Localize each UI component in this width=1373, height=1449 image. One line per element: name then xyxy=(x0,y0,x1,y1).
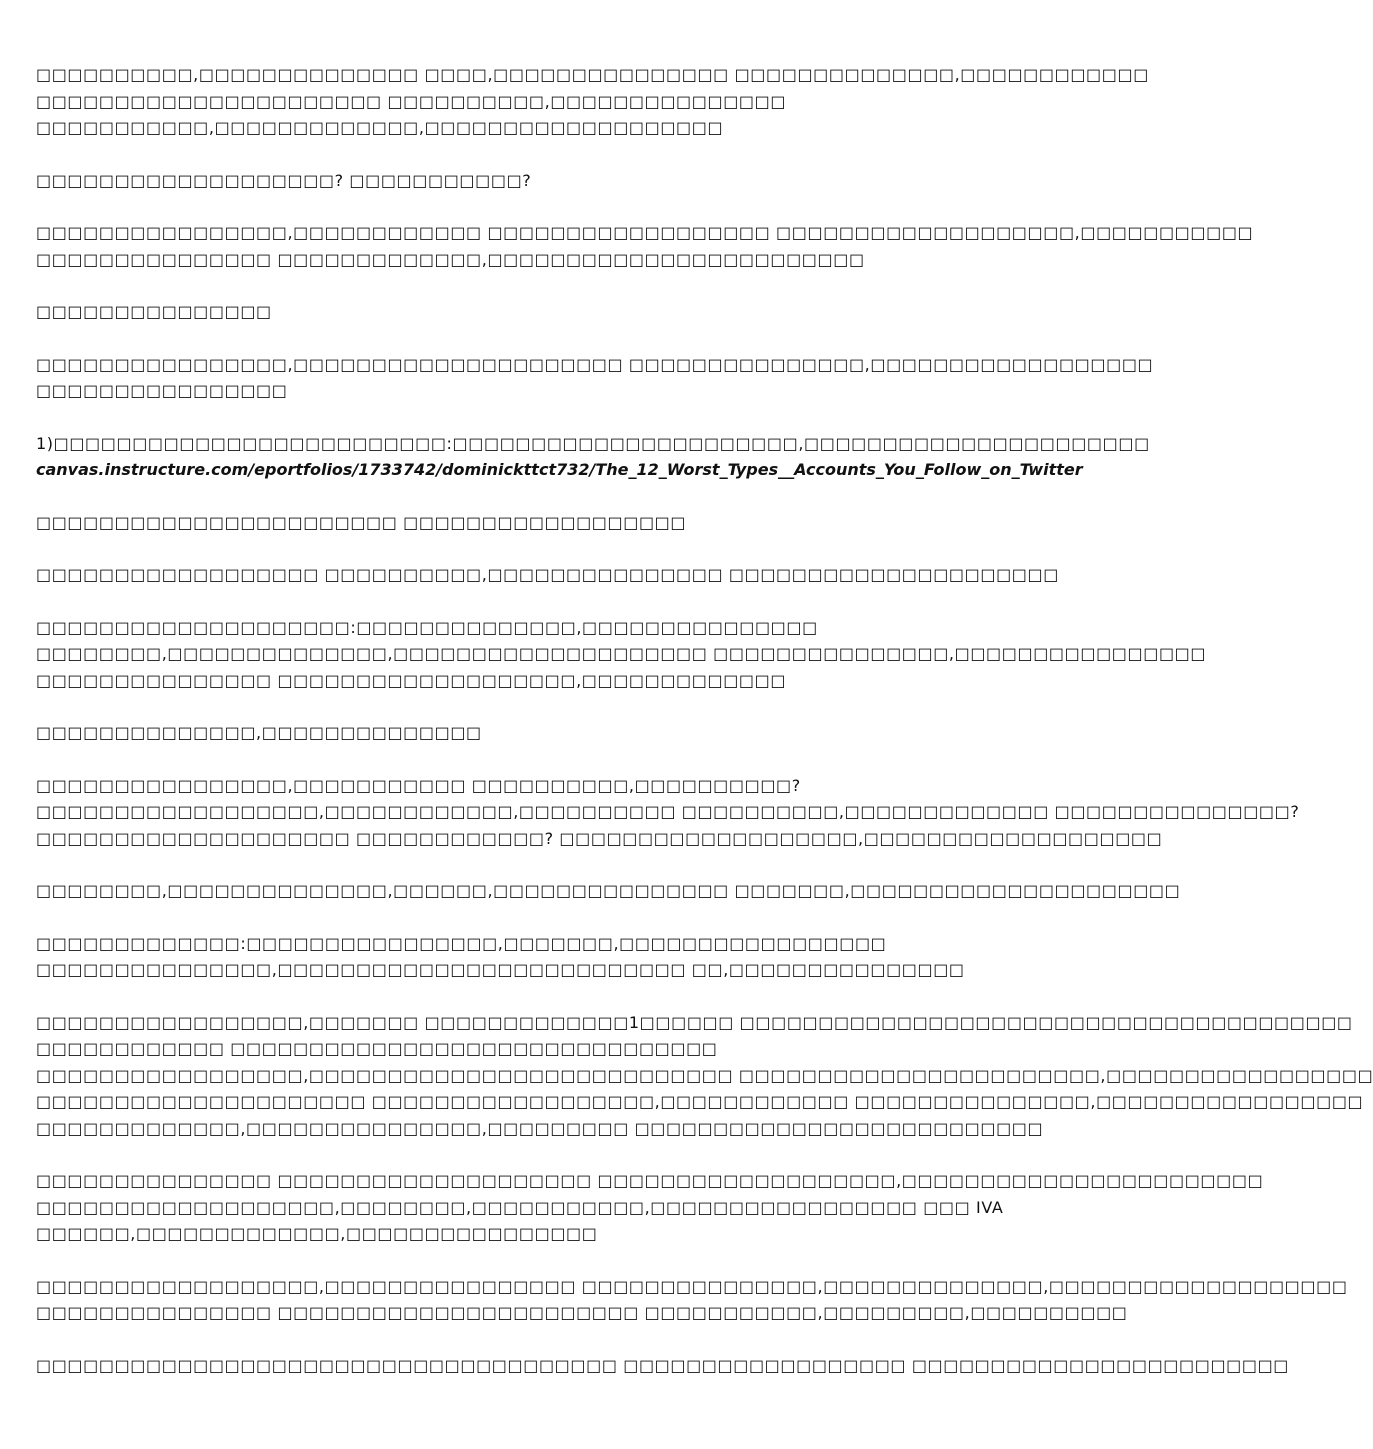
paragraph-line: □□□□□□□□□□,□□□□□□□□□□□□□□ □□□□,□□□□□□□□□□□□□□□ □□□□□□□□□□□□□□,□□□□□□□□□□□□ xyxy=(36,65,1149,84)
paragraph-line: □□□□□□□□□□□□□□□□□□□,□□□□□□□□,□□□□□□□□□□□,□□□□□□□□□□□□□□□□□ □□□ IVA xyxy=(36,1197,1004,1217)
paragraph-line: □□□□□□□□□□□□□,□□□□□□□□□□□□□□□,□□□□□□□□□ □□□□□□□□□□□□□□□□□□□□□□□□□□ xyxy=(36,1118,1044,1138)
paragraph-line: □□□□□□□□,□□□□□□□□□□□□□□,□□□□□□,□□□□□□□□□□□□□□□ □□□□□□□,□□□□□□□□□□□□□□□□□□□□□ xyxy=(36,881,1181,900)
paragraph-line: □□□□□□□□□□□□□□□□□□□□□□ □□□□□□□□□□,□□□□□□□□□□□□□□□ xyxy=(36,91,787,111)
paragraph-17 xyxy=(36,1353,1290,1380)
paragraph-line: □□□□□□□□□□□□□□□□□□□□□□□ □□□□□□□□□□□□□□□□□□ xyxy=(36,512,687,532)
paragraph-line: □□□□□□□□□□□□□□□□,□□□□□□□□□□□ □□□□□□□□□□,□□□□□□□□□□? xyxy=(36,775,801,795)
document-page xyxy=(36,62,1373,1405)
portfolio-link[interactable]: canvas.instructure.com/eportfolios/1733742/dominickttct732/The_12_Worst_Types__Accounts_You_Follow_on_Twitter xyxy=(36,460,1083,479)
paragraph-line: □□□□□□□□□□□□□□□,□□□□□□□□□□□□□□□□□□□□□□□□□□ □□,□□□□□□□□□□□□□□□ xyxy=(36,960,965,979)
paragraph-line: □□□□□□□□□□□□□□,□□□□□□□□□□□□□□ xyxy=(36,723,482,742)
paragraph-15 xyxy=(36,1168,1264,1248)
paragraph-line: □□□□□□□□□□□□□□□□□□□□□□□□□□□□□□□□□□□□□ □□□□□□□□□□□□□□□□□□ □□□□□□□□□□□□□□□□□□□□□□□□ xyxy=(36,1355,1290,1375)
paragraph-line: □□□□□□□□□□□□□□□ xyxy=(36,302,272,321)
paragraph-16 xyxy=(36,1274,1348,1327)
paragraph-line: □□□□□□□□□□□□□□□□□□□□:□□□□□□□□□□□□□□,□□□□□□□□□□□□□□□ xyxy=(36,617,818,637)
paragraph-13 xyxy=(36,931,988,984)
paragraph-line: □□□□□□□□□□□□□□□□□□,□□□□□□□□□□□□,□□□□□□□□□□ □□□□□□□□□□,□□□□□□□□□□□□□ □□□□□□□□□□□□□□□? xyxy=(36,802,1300,821)
paragraph-line: □□□□□□□□□□□□□□□□,□□□□□□□□□□□□□□□□□□□□□ □□□□□□□□□□□□□□□,□□□□□□□□□□□□□□□□□□ xyxy=(36,354,1154,374)
paragraph-line: □□□□□□□□□□□□□□□ □□□□□□□□□□□□□□□□□□□□ □□□□□□□□□□□□□□□□□□□,□□□□□□□□□□□□□□□□□□□□□□□ xyxy=(36,1171,1264,1190)
paragraph-10 xyxy=(36,720,988,747)
paragraph-line: □□□□□□□□□□□□□□□□□,□□□□□□□ □□□□□□□□□□□□□1□□□□□□ □□□□□□□□□□□□□□□□□□□□□□□□□□□□□□□□□□□□□□□ xyxy=(36,1012,1353,1032)
paragraph-line: □□□□□□□□□□□□□:□□□□□□□□□□□□□□□□,□□□□□□□,□□□□□□□□□□□□□□□□□ xyxy=(36,933,887,953)
paragraph-line: □□□□□□□□□□□□□□□□ xyxy=(36,381,288,400)
paragraph-line: □□□□□□□□□□□□□□□□□□□□ □□□□□□□□□□□□? □□□□□□□□□□□□□□□□□□□,□□□□□□□□□□□□□□□□□□□ xyxy=(36,828,1163,848)
paragraph-9 xyxy=(36,615,1207,695)
paragraph-8 xyxy=(36,562,1059,589)
paragraph-line: □□□□□□□□□□□□□□□ □□□□□□□□□□□□□□□□□□□□□□□ □□□□□□□□□□□,□□□□□□□□□,□□□□□□□□□□ xyxy=(36,1303,1128,1322)
paragraph-1 xyxy=(36,62,1149,142)
paragraph-line: □□□□□□□□□□□□□□□□□□□? □□□□□□□□□□□? xyxy=(36,170,532,190)
paragraph-line: □□□□□□□□□□□□□□□ □□□□□□□□□□□□□,□□□□□□□□□□□□□□□□□□□□□□□□ xyxy=(36,249,865,269)
paragraph-line: □□□□□□□□□□□□□□□□□□□□□ □□□□□□□□□□□□□□□□□□,□□□□□□□□□□□□ □□□□□□□□□□□□□□□,□□□□□□□□□□□□□□□□□ xyxy=(36,1092,1364,1111)
paragraph-line: 1)□□□□□□□□□□□□□□□□□□□□□□□□□:□□□□□□□□□□□□□□□□□□□□□□,□□□□□□□□□□□□□□□□□□□□□□ xyxy=(36,433,1150,453)
paragraph-line: □□□□□□□□,□□□□□□□□□□□□□□,□□□□□□□□□□□□□□□□□□□□ □□□□□□□□□□□□□□□,□□□□□□□□□□□□□□□□ xyxy=(36,644,1207,663)
paragraph-line: □□□□□□□□□□□□ □□□□□□□□□□□□□□□□□□□□□□□□□□□□□□□ xyxy=(36,1039,718,1058)
paragraph-12 xyxy=(36,878,1181,905)
paragraph-4 xyxy=(36,299,988,326)
paragraph-line: □□□□□□□□□□□□□□□ □□□□□□□□□□□□□□□□□□□,□□□□□□□□□□□□□ xyxy=(36,670,787,690)
paragraph-line: □□□□□□□□□□□□□□□□□,□□□□□□□□□□□□□□□□□□□□□□□□□□□ □□□□□□□□□□□□□□□□□□□□□□□,□□□□□□□□□□□□□□□□□ xyxy=(36,1065,1373,1085)
paragraph-6 xyxy=(36,431,1150,484)
paragraph-7 xyxy=(36,510,988,537)
paragraph-5 xyxy=(36,352,1154,405)
paragraph-line: □□□□□□□□□□□,□□□□□□□□□□□□□,□□□□□□□□□□□□□□□□□□□ xyxy=(36,118,724,137)
paragraph-2 xyxy=(36,168,988,195)
paragraph-line: □□□□□□□□□□□□□□□□□□ □□□□□□□□□□,□□□□□□□□□□□□□□□ □□□□□□□□□□□□□□□□□□□□□ xyxy=(36,565,1059,584)
paragraph-line: □□□□□□□□□□□□□□□□□□,□□□□□□□□□□□□□□□□ □□□□□□□□□□□□□□□,□□□□□□□□□□□□□□,□□□□□□□□□□□□□□□□□□□ xyxy=(36,1276,1348,1296)
paragraph-3 xyxy=(36,220,1254,273)
paragraph-11 xyxy=(36,773,1300,853)
paragraph-14 xyxy=(36,1010,1373,1143)
paragraph-line: □□□□□□□□□□□□□□□□,□□□□□□□□□□□□ □□□□□□□□□□□□□□□□□□ □□□□□□□□□□□□□□□□□□□,□□□□□□□□□□□ xyxy=(36,223,1254,242)
paragraph-line: □□□□□□,□□□□□□□□□□□□□,□□□□□□□□□□□□□□□□ xyxy=(36,1224,598,1243)
